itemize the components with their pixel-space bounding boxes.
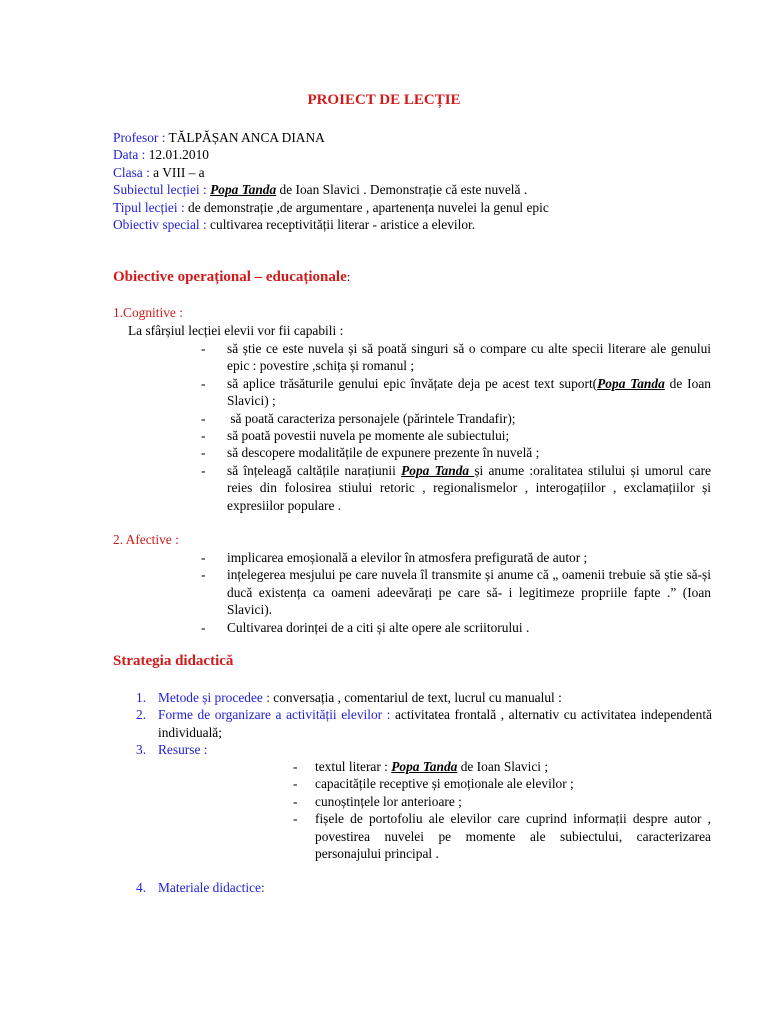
subiect-rest: de Ioan Slavici . Demonstrație că este nuvelă . xyxy=(276,182,528,198)
afective-label: 2. Afective : xyxy=(113,532,179,547)
strategy-item-label: Resurse : xyxy=(158,742,208,758)
list-number: 1. xyxy=(136,690,147,705)
list-item xyxy=(201,427,711,444)
list-item-pre: să înțeleagă caltățile narațiunii xyxy=(227,462,402,478)
section-strategy-heading: Strategia didactică xyxy=(113,653,234,669)
strategy-list-continued xyxy=(136,879,712,896)
strategy-list xyxy=(136,689,712,759)
strategy-item-label: Forme de organizare a activității elevilor : xyxy=(158,707,391,723)
list-item-text xyxy=(158,706,712,741)
subiect-work-title: Popa Tanda xyxy=(210,182,277,198)
obiectiv-label: Obiectiv special : xyxy=(113,217,207,233)
list-item-text xyxy=(227,375,711,410)
list-item xyxy=(136,741,712,758)
afective-list xyxy=(201,549,711,636)
list-item-text: să poată caracteriza personajele (părintele Trandafir); xyxy=(227,410,516,426)
list-item-text xyxy=(227,462,711,514)
list-item-text: cunoștințele lor anterioare ; xyxy=(315,793,462,809)
list-item-post: de Ioan Slavici) ; xyxy=(227,375,711,409)
list-dash: - xyxy=(293,776,298,792)
list-item-text: fișele de portofoliu ale elevilor care cuprind informații despre autor , povestirea nuvelei pe momente ale subiectului, caracterizarea personajului principal . xyxy=(315,811,711,862)
list-item-text: să știe ce este nuvela și să poată singuri să o compare cu alte specii literare ale genului epic : povestire ,schița și romanul ; xyxy=(227,341,711,374)
list-item xyxy=(136,706,712,741)
data-value: 12.01.2010 xyxy=(145,147,209,163)
clasa-value: a VIII – a xyxy=(149,164,205,180)
list-item xyxy=(136,879,712,896)
profesor-value: TĂLPĂȘAN ANCA DIANA xyxy=(165,130,325,145)
cognitive-intro: La sfârșiul lecției elevii vor fii capabili : xyxy=(128,323,344,338)
list-item-work-title: Popa Tanda xyxy=(391,759,458,774)
obiectiv-value: cultivarea receptivității literar - aristice a elevilor. xyxy=(206,217,476,233)
data-line xyxy=(113,146,733,163)
list-item-text xyxy=(315,758,711,775)
list-item xyxy=(201,375,711,410)
tip-label: Tipul lecției : xyxy=(113,199,185,215)
list-number: 4. xyxy=(136,880,147,895)
objectives-heading-text: Obiective operațional – educaționale xyxy=(113,269,347,285)
list-item-text: implicarea emoșională a elevilor în atmosfera prefigurată de autor ; xyxy=(227,550,588,565)
list-item-text: capacitățile receptive și emoționale ale elevilor ; xyxy=(315,776,574,792)
strategy-item-value: activitatea frontală , alternativ cu activitatea independentă individuală; xyxy=(158,707,712,740)
tip-value: de demonstrație ,de argumentare , apartenența nuvelei la genul epic xyxy=(184,199,549,215)
list-item-post: de Ioan Slavici ; xyxy=(457,759,549,774)
list-item-text: să poată povestii nuvela pe momente ale subiectului; xyxy=(227,428,510,444)
list-item xyxy=(201,549,711,566)
data-label: Data : xyxy=(113,147,146,163)
list-item xyxy=(201,619,711,636)
list-item xyxy=(201,462,711,514)
list-item-post: și anume :oralitatea stilului și umorul care reies din folosirea stiului retoric , regionalismelor , interogațiilor , exclamațiilor și expresiilor populare . xyxy=(227,462,711,513)
list-item xyxy=(201,410,711,427)
list-number: 3. xyxy=(136,742,147,758)
list-item-work-title: Popa Tanda xyxy=(597,375,665,391)
strategy-item-value: conversația , comentariul de text, lucrul cu manualul : xyxy=(269,690,562,705)
list-item xyxy=(201,444,711,461)
profesor-label: Profesor : xyxy=(113,130,166,145)
list-item-text xyxy=(158,689,712,706)
list-dash: - xyxy=(293,811,298,827)
list-item xyxy=(293,810,711,862)
lesson-meta xyxy=(113,129,733,233)
document-title: PROIECT DE LECȚIE xyxy=(307,92,461,108)
list-dash: - xyxy=(201,567,206,583)
list-item xyxy=(201,566,711,618)
list-item xyxy=(201,340,711,375)
resurse-list xyxy=(293,758,711,862)
strategy-item-label: Metode și procedee : xyxy=(158,690,270,705)
list-dash: - xyxy=(293,793,298,809)
list-item-pre: să aplice trăsăturile genului epic învățate deja pe acest text suport( xyxy=(227,375,598,391)
subiect-label: Subiectul lecției : xyxy=(113,182,207,198)
list-item xyxy=(136,689,712,706)
cognitive-list xyxy=(201,340,711,514)
list-item xyxy=(293,758,711,775)
list-number: 2. xyxy=(136,707,147,723)
list-dash: - xyxy=(201,462,206,478)
list-item-work-title: Popa Tanda xyxy=(401,462,475,478)
list-item xyxy=(293,775,711,792)
list-dash: - xyxy=(201,375,206,391)
subiect-line xyxy=(113,181,733,198)
list-item-text: să descopere modalitățile de expunere prezente în nuvelă ; xyxy=(227,445,540,461)
list-dash: - xyxy=(201,341,206,356)
strategy-item-label: Materiale didactice: xyxy=(158,880,265,895)
list-dash: - xyxy=(293,759,298,774)
clasa-label: Clasa : xyxy=(113,164,150,180)
list-dash: - xyxy=(201,410,206,426)
section-objectives-heading xyxy=(113,268,350,286)
list-item xyxy=(293,793,711,810)
list-item-text: ințelegerea mesjului pe care nuvela îl transmite și anume că „ oamenii trebuie să știe să-și ducă existența ca oameni adeevărați pe care să- i legitimeze propriile fapte .” (Ioan Slavici). xyxy=(227,567,711,618)
list-dash: - xyxy=(201,619,206,635)
profesor-line xyxy=(113,129,733,146)
clasa-line xyxy=(113,164,733,181)
list-dash: - xyxy=(201,550,206,565)
objectives-heading-colon: : xyxy=(346,269,351,284)
list-item-text: Cultivarea dorinței de a citi și alte opere ale scriitorului . xyxy=(227,619,530,635)
list-item-text xyxy=(158,741,712,758)
list-item-text xyxy=(158,879,712,896)
list-dash: - xyxy=(201,428,206,444)
cognitive-label: 1.Cognitive : xyxy=(113,305,183,320)
tip-line xyxy=(113,199,733,216)
list-dash: - xyxy=(201,445,206,461)
obiectiv-line xyxy=(113,216,733,233)
list-item-pre: textul literar : xyxy=(315,759,392,774)
